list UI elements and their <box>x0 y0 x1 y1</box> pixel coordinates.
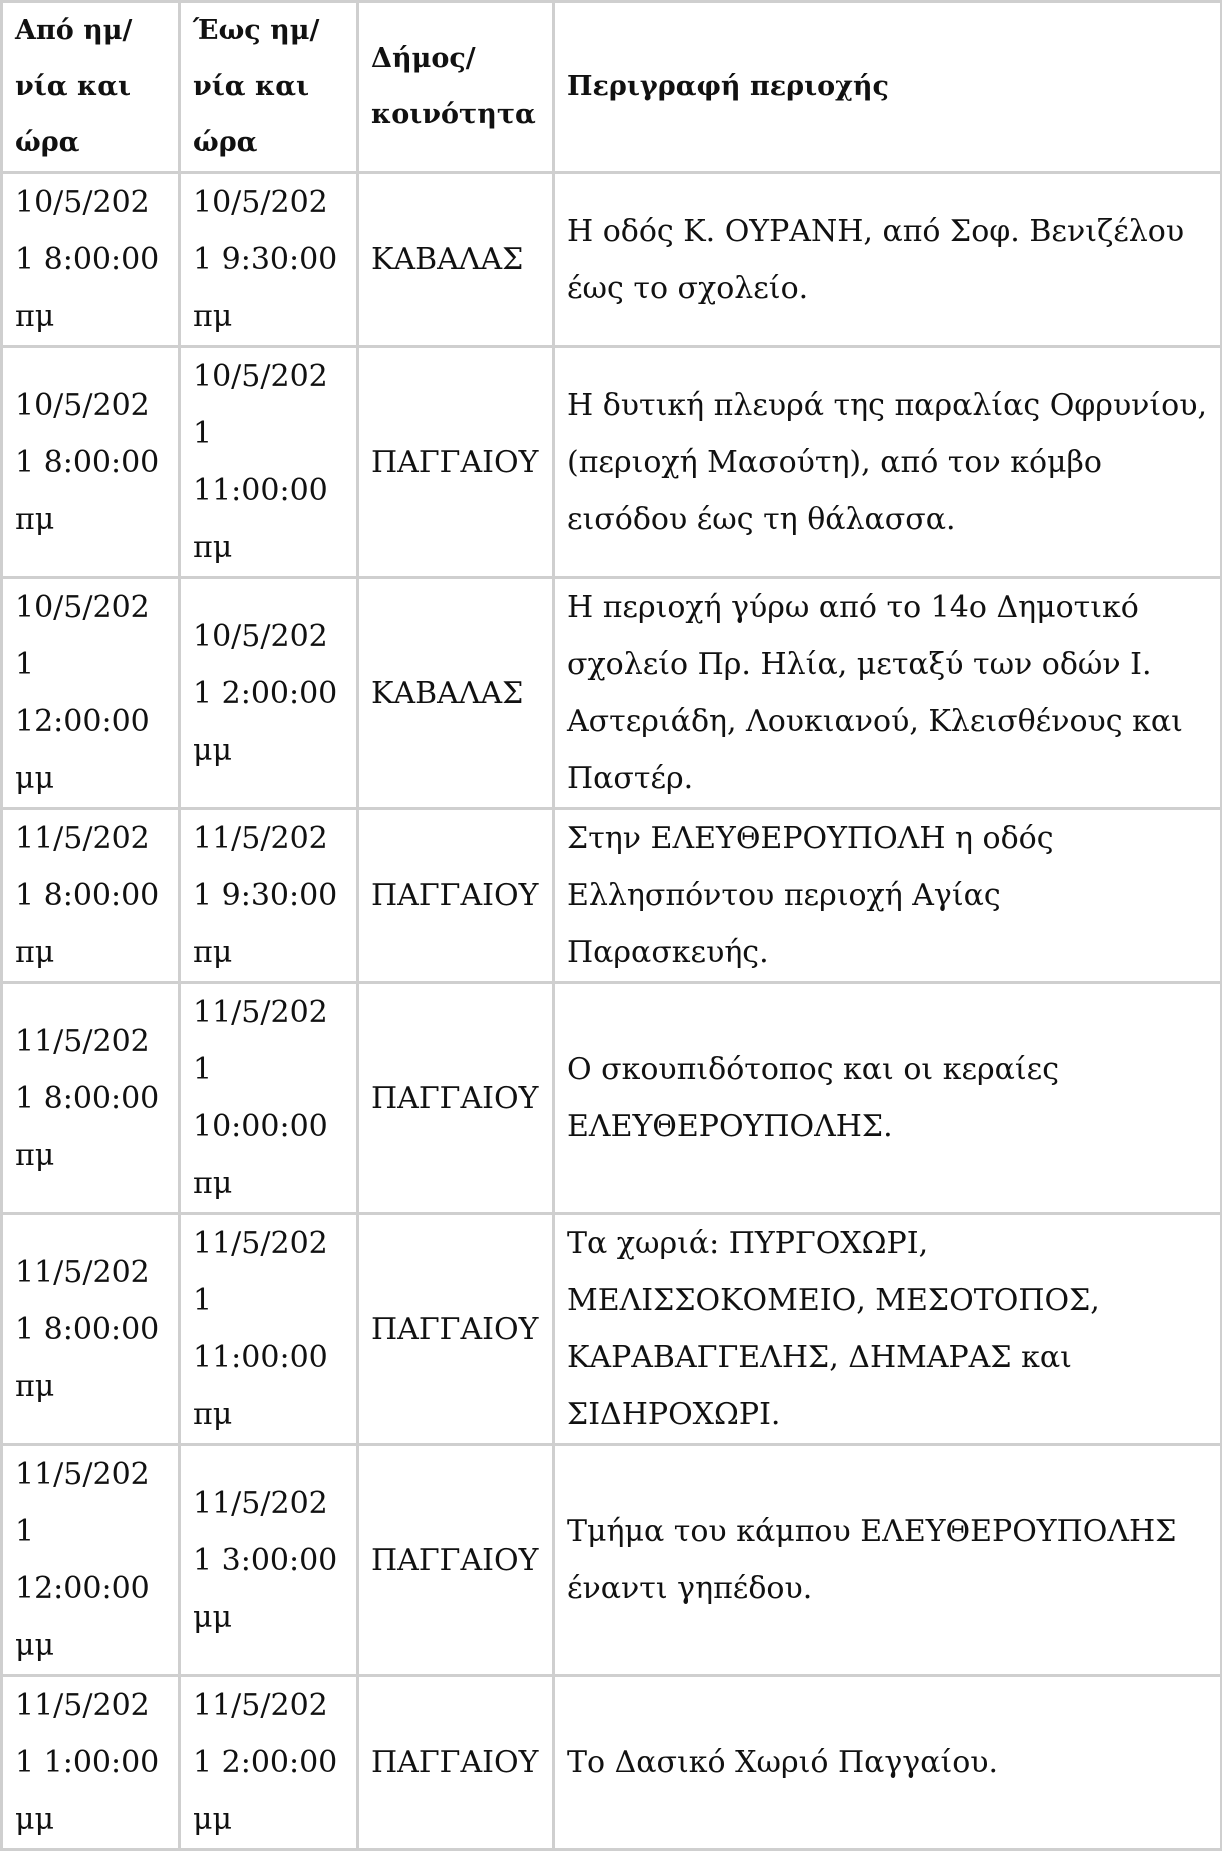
cell-description: Η οδός Κ. ΟΥΡΑΝΗ, από Σοφ. Βενιζέλου έως το σχολείο. <box>554 173 1222 347</box>
cell-municipality: ΠΑΓΓΑΙΟΥ <box>358 809 554 983</box>
cell-from: 11/5/2021 8:00:00 πμ <box>2 983 180 1214</box>
cell-to: 10/5/2021 2:00:00 μμ <box>180 578 358 809</box>
cell-municipality: ΠΑΓΓΑΙΟΥ <box>358 347 554 578</box>
cell-to: 10/5/2021 9:30:00 πμ <box>180 173 358 347</box>
cell-from: 11/5/2021 8:00:00 πμ <box>2 1214 180 1445</box>
header-from: Από ημ/ νία και ώρα <box>2 2 180 173</box>
cell-to: 11/5/2021 3:00:00 μμ <box>180 1445 358 1676</box>
cell-municipality: ΚΑΒΑΛΑΣ <box>358 173 554 347</box>
cell-municipality: ΠΑΓΓΑΙΟΥ <box>358 1214 554 1445</box>
header-municipality: Δήμος/ κοινότητα <box>358 2 554 173</box>
cell-to: 10/5/2021 11:00:00 πμ <box>180 347 358 578</box>
cell-to: 11/5/2021 10:00:00 πμ <box>180 983 358 1214</box>
cell-municipality: ΠΑΓΓΑΙΟΥ <box>358 1445 554 1676</box>
cell-municipality: ΠΑΓΓΑΙΟΥ <box>358 983 554 1214</box>
cell-from: 10/5/2021 8:00:00 πμ <box>2 347 180 578</box>
cell-description: Η δυτική πλευρά της παραλίας Οφρυνίου, (περιοχή Μασούτη), από τον κόμβο εισόδου έως τη θάλασσα. <box>554 347 1222 578</box>
cell-description: Η περιοχή γύρω από το 14ο Δημοτικό σχολείο Πρ. Ηλία, μεταξύ των οδών Ι. Αστεριάδη, Λουκιανού, Κλεισθένους και Παστέρ. <box>554 578 1222 809</box>
cell-description: Το Δασικό Χωριό Παγγαίου. <box>554 1676 1222 1850</box>
table-row <box>2 347 1222 578</box>
cell-municipality: ΠΑΓΓΑΙΟΥ <box>358 1676 554 1850</box>
cell-from: 11/5/2021 8:00:00 πμ <box>2 809 180 983</box>
cell-from: 10/5/2021 12:00:00 μμ <box>2 578 180 809</box>
header-to: Έως ημ/ νία και ώρα <box>180 2 358 173</box>
table-row <box>2 983 1222 1214</box>
table-row <box>2 1214 1222 1445</box>
cell-description: Ο σκουπιδότοπος και οι κεραίες ΕΛΕΥΘΕΡΟΥΠΟΛΗΣ. <box>554 983 1222 1214</box>
table-row <box>2 1676 1222 1850</box>
cell-description: Στην ΕΛΕΥΘΕΡΟΥΠΟΛΗ η οδός Ελλησπόντου περιοχή Αγίας Παρασκευής. <box>554 809 1222 983</box>
table-row <box>2 173 1222 347</box>
cell-from: 11/5/2021 12:00:00 μμ <box>2 1445 180 1676</box>
table-row <box>2 578 1222 809</box>
cell-to: 11/5/2021 9:30:00 πμ <box>180 809 358 983</box>
header-description: Περιγραφή περιοχής <box>554 2 1222 173</box>
cell-from: 10/5/2021 8:00:00 πμ <box>2 173 180 347</box>
cell-from: 11/5/2021 1:00:00 μμ <box>2 1676 180 1850</box>
table-row <box>2 809 1222 983</box>
cell-to: 11/5/2021 11:00:00 πμ <box>180 1214 358 1445</box>
cell-municipality: ΚΑΒΑΛΑΣ <box>358 578 554 809</box>
cell-description: Τμήμα του κάμπου ΕΛΕΥΘΕΡΟΥΠΟΛΗΣ έναντι γηπέδου. <box>554 1445 1222 1676</box>
table-header-row <box>2 2 1222 173</box>
cell-description: Τα χωριά: ΠΥΡΓΟΧΩΡΙ, ΜΕΛΙΣΣΟΚΟΜΕΙΟ, ΜΕΣΟΤΟΠΟΣ, ΚΑΡΑΒΑΓΓΕΛΗΣ, ΔΗΜΑΡΑΣ και ΣΙΔΗΡΟΧΩΡΙ. <box>554 1214 1222 1445</box>
table-row <box>2 1445 1222 1676</box>
cell-to: 11/5/2021 2:00:00 μμ <box>180 1676 358 1850</box>
